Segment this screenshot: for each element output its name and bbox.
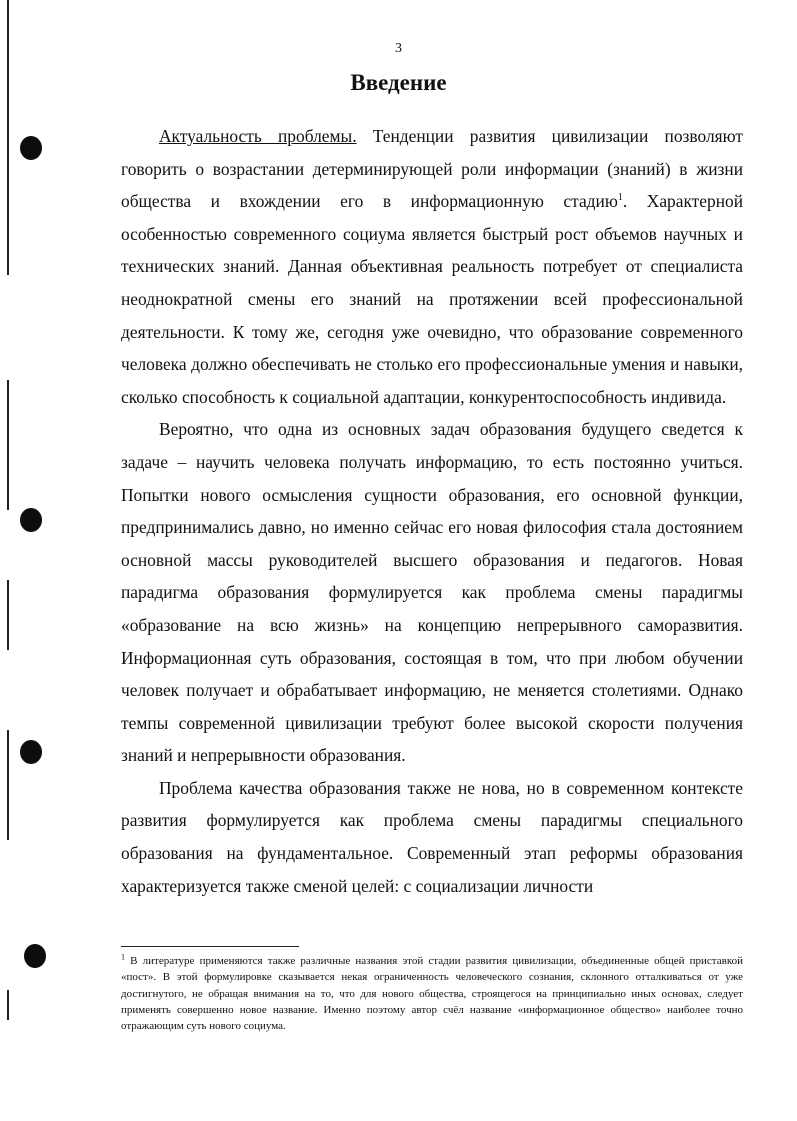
paragraph-future-education: Вероятно, что одна из основных задач образования будущего сведется к задаче – научить человека получать информацию, то есть постоянно учиться. Попытки нового осмысления сущности образования, его основной функции, предпринимались давно, но именно сейчас его новая философия стала достоянием основной массы руководителей высшего образования и педагогов. Новая парадигма образования формулируется как проблема смены парадигмы «образование на всю жизнь» на концепцию непрерывного саморазвития. Информационная суть образования, состоящая в том, что при любом обучении человек получает и обрабатывает информацию, не меняется столетиями. Однако темпы современной цивилизации требуют более высокой скорости получения знаний и непрерывности образования. xyxy=(121,419,743,766)
punch-hole xyxy=(20,740,42,764)
page-title: Введение xyxy=(350,70,447,95)
scan-edge-line xyxy=(7,990,9,1020)
paragraph-relevance xyxy=(121,120,743,413)
footnote-marker: 1 xyxy=(121,952,125,962)
punch-hole xyxy=(20,508,42,532)
page-number: 3 xyxy=(395,41,402,56)
scan-edge-line xyxy=(7,580,9,650)
punch-hole xyxy=(24,944,46,968)
footnote-divider xyxy=(121,946,299,947)
punch-hole xyxy=(20,136,42,160)
scan-edge-line xyxy=(7,380,9,510)
footnote-reference: 1 xyxy=(617,192,623,204)
paragraph-text: . Характерной особенностью современного социума является быстрый рост объемов научных и технических знаний. Данная объективная реальность потребует от специалиста неоднократной смены его знаний на протяжении всей профессиональной деятельности. К тому же, сегодня уже очевидно, что образование современного человека должно обеспечивать не столько его профессиональные умения и навыки, сколько способность к социальной адаптации, конкурентоспособность индивида. xyxy=(121,191,744,407)
paragraph-text: Тенденции развития цивилизации позволяют говорить о возрастании детерминирующей роли информации (знаний) в жизни общества и вхождении его в информационную стадию xyxy=(121,126,743,212)
footnote-text: В литературе применяются также различные названия этой стадии развития цивилизации, объединенные общей приставкой «пост». В этой формулировке сказывается некая ограниченность человеческого сознания, склонного отталкиваться от уже достигнутого, не обращая внимания на то, что для нового общества, строящегося на принципиально иных основах, следует применять совершенно новое название. Именно поэтому автор счёл название «информационное общество» наиболее точно отражающим суть нового социума. xyxy=(121,955,743,1033)
section-lead: Актуальность проблемы. xyxy=(159,126,357,146)
paragraph-quality: Проблема качества образования также не нова, но в современном контексте развития формулируется как проблема смены парадигмы специального образования на фундаментальное. Современный этап реформы образования характеризуется также сменой целей: с социализации личности xyxy=(121,777,743,896)
body-text xyxy=(121,120,743,902)
footnote xyxy=(121,953,743,1034)
scan-edge-line xyxy=(7,730,9,840)
